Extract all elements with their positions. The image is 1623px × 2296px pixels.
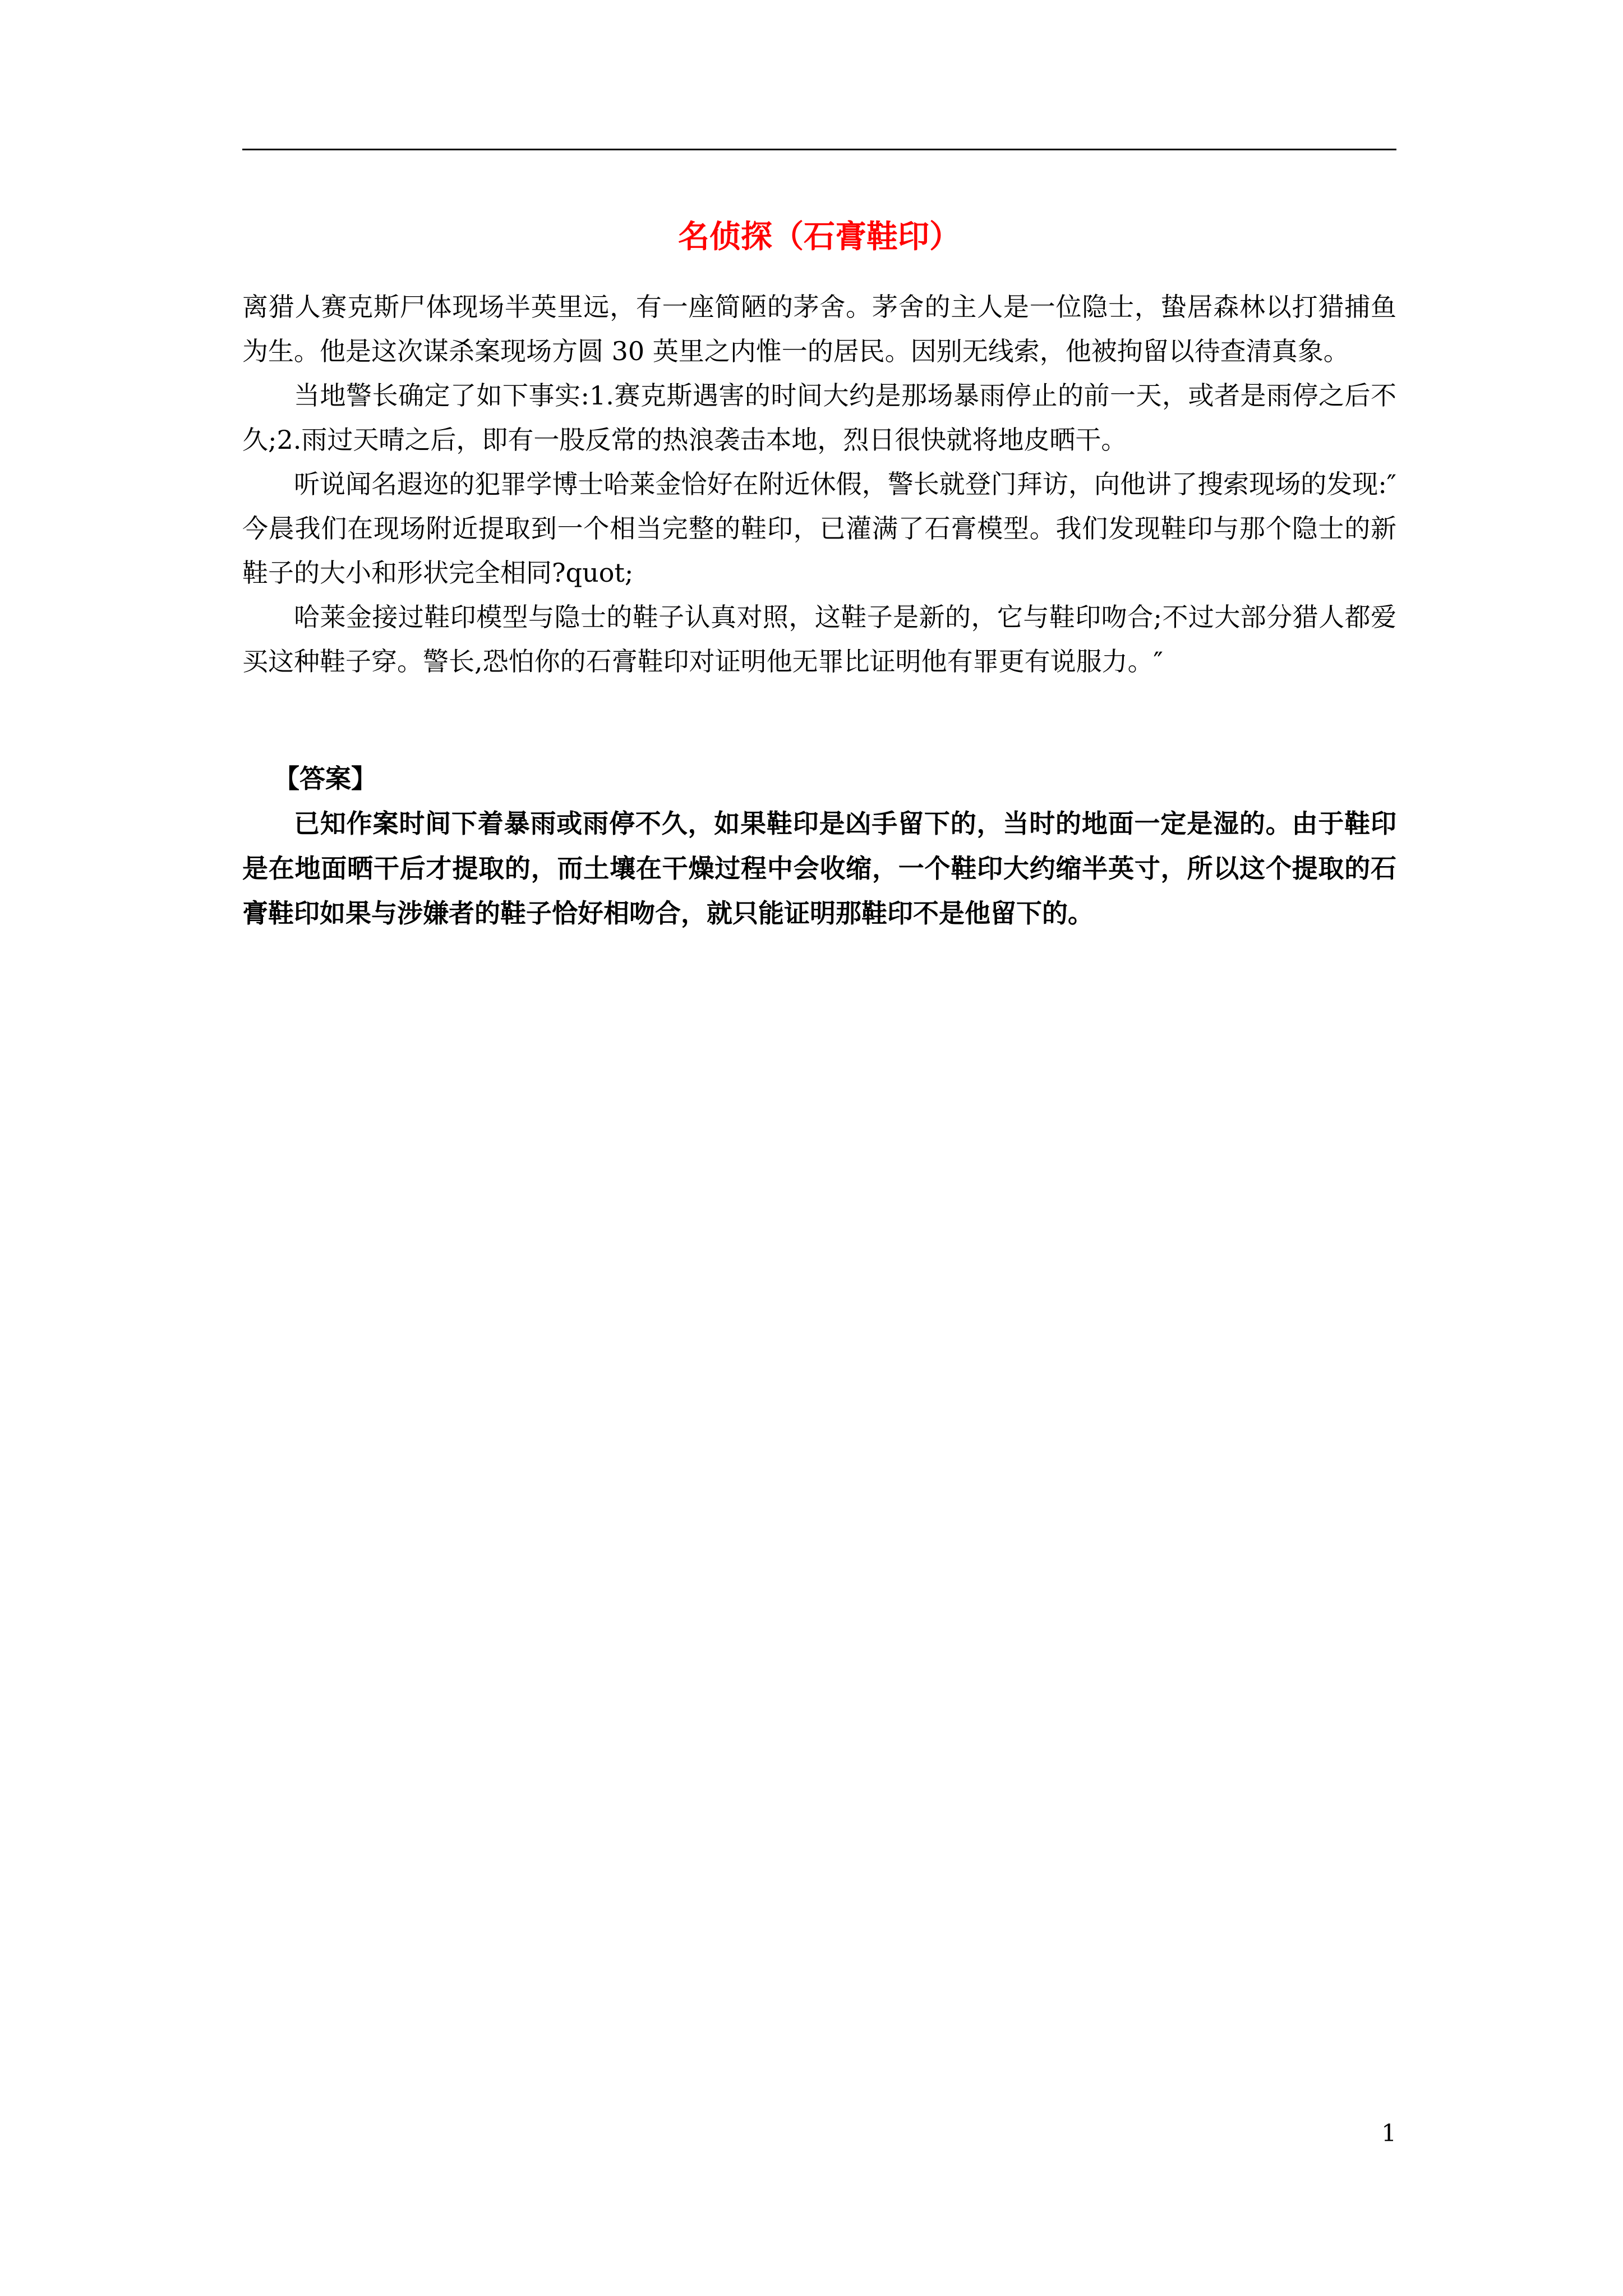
paragraph-comparison: 哈莱金接过鞋印模型与隐士的鞋子认真对照，这鞋子是新的，它与鞋印吻合;不过大部分猎人都爱买这种鞋子穿。警长,恐怕你的石膏鞋印对证明他无罪比证明他有罪更有说服力。″ (242, 602, 1396, 677)
page-number: 1 (1381, 2119, 1396, 2147)
document-title: 名侦探（石膏鞋印） (678, 218, 961, 255)
answer-text: 已知作案时间下着暴雨或雨停不久，如果鞋印是凶手留下的，当时的地面一定是湿的。由于鞋印是在地面晒干后才提取的，而土壤在干燥过程中会收缩，一个鞋印大约缩半英寸，所以这个提取的石膏鞋印如果与涉嫌者的鞋子恰好相吻合，就只能证明那鞋印不是他留下的。 (242, 808, 1396, 928)
answer-section (242, 756, 1396, 936)
paragraph-facts: 当地警长确定了如下事实:1.赛克斯遇害的时间大约是那场暴雨停止的前一天，或者是雨停之后不久;2.雨过天晴之后，即有一股反常的热浪袭击本地，烈日很快就将地皮晒干。 (242, 380, 1396, 455)
paragraph-visit: 听说闻名遐迩的犯罪学博士哈莱金恰好在附近休假，警长就登门拜访，向他讲了搜索现场的发现:″今晨我们在现场附近提取到一个相当完整的鞋印，已灌满了石膏模型。我们发现鞋印与那个隐士的新鞋子的大小和形状完全相同?quot; (242, 469, 1396, 588)
header-rule (242, 149, 1396, 150)
answer-heading: 【答案】 (274, 763, 377, 794)
paragraph-intro: 离猎人赛克斯尸体现场半英里远，有一座简陋的茅舍。茅舍的主人是一位隐士，蛰居森林以打猎捕鱼为生。他是这次谋杀案现场方圆 30 英里之内惟一的居民。因别无线索，他被拘留以待查清真象。 (242, 292, 1396, 366)
story-body (242, 285, 1396, 684)
